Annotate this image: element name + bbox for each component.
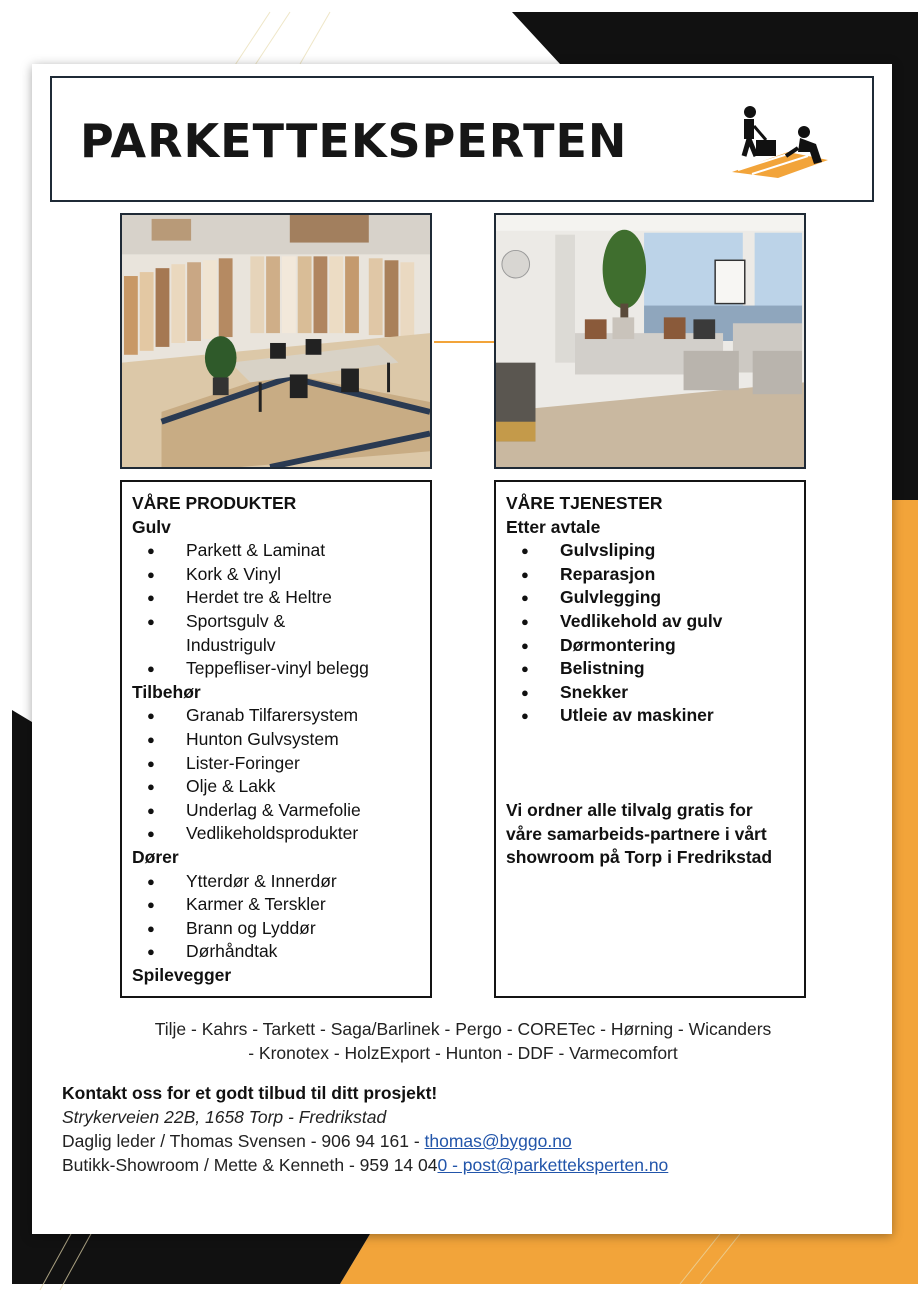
list-item: ● Karmer & Terskler <box>132 893 420 917</box>
list-item: ● Dørmontering <box>506 634 794 658</box>
list-item: ● Sportsgulv & Industrigulv <box>132 610 420 657</box>
brand-header <box>50 76 874 202</box>
products-list <box>132 539 420 681</box>
services-note: Vi ordner alle tilvalg gratis for våre samarbeids-partnere i vårt showroom på Torp i Fredrikstad <box>506 799 773 868</box>
brand-list-line: - Kronotex - HolzExport - Hunton - DDF - Varmecomfort <box>248 1043 678 1063</box>
list-item: ● Brann og Lyddør <box>132 917 420 941</box>
products-section-title: Tilbehør <box>132 681 201 702</box>
list-item: ● Hunton Gulvsystem <box>132 728 420 752</box>
list-item: ● Gulvsliping <box>506 539 794 563</box>
list-item: ● Kork & Vinyl <box>132 563 420 587</box>
floor-installers-icon <box>718 104 838 180</box>
list-item: ● Underlag & Varmefolie <box>132 799 420 823</box>
contact-manager-line <box>62 1129 882 1153</box>
products-list <box>132 870 420 964</box>
products-section-title: Gulv <box>132 516 171 537</box>
contact-manager-text: Daglig leder / Thomas Svensen - 906 94 161 - <box>62 1131 425 1151</box>
list-item: ● Reparasjon <box>506 563 794 587</box>
list-item: ● Olje & Lakk <box>132 775 420 799</box>
products-heading: VÅRE PRODUKTER <box>132 493 297 513</box>
services-list <box>506 539 794 728</box>
list-item: ● Vedlikeholdsprodukter <box>132 822 420 846</box>
list-item: ● Belistning <box>506 657 794 681</box>
contact-showroom-line <box>62 1153 882 1177</box>
contact-showroom-text: Butikk-Showroom / Mette & Kenneth - 959 14 04 <box>62 1155 438 1175</box>
brand-list-line: Tilje - Kahrs - Tarkett - Saga/Barlinek - Pergo - CORETec - Hørning - Wicanders <box>154 1019 772 1039</box>
list-item: ● Granab Tilfarersystem <box>132 704 420 728</box>
list-item: ● Vedlikehold av gulv <box>506 610 794 634</box>
list-item: ● Snekker <box>506 681 794 705</box>
list-item: ● Teppefliser-vinyl belegg <box>132 657 420 681</box>
showroom-photo <box>120 213 432 469</box>
products-panel <box>120 480 432 998</box>
photo-connector-line <box>434 341 494 343</box>
list-item: ● Gulvlegging <box>506 586 794 610</box>
contact-headline: Kontakt oss for et godt tilbud til ditt prosjekt! <box>62 1083 438 1103</box>
living-room-photo <box>494 213 806 469</box>
brand-list <box>60 1017 866 1065</box>
contact-address: Strykerveien 22B, 1658 Torp - Fredrikstad <box>62 1107 387 1127</box>
products-section-title: Dører <box>132 846 179 867</box>
list-item: ● Lister-Foringer <box>132 752 420 776</box>
services-panel <box>494 480 806 998</box>
list-item: ● Parkett & Laminat <box>132 539 420 563</box>
list-item: ● Dørhåndtak <box>132 940 420 964</box>
services-heading: VÅRE TJENESTER <box>506 493 663 513</box>
products-section-title: Spilevegger <box>132 964 232 985</box>
showroom-email-link[interactable]: 0 - post@parketteksperten.no <box>437 1155 669 1175</box>
list-item: ● Utleie av maskiner <box>506 704 794 728</box>
list-item: ● Ytterdør & Innerdør <box>132 870 420 894</box>
products-list <box>132 704 420 846</box>
services-subheading: Etter avtale <box>506 516 601 537</box>
list-item: ● Herdet tre & Heltre <box>132 586 420 610</box>
contact-section <box>62 1081 882 1177</box>
brand-name: PARKETTEKSPERTEN <box>80 114 628 168</box>
manager-email-link[interactable]: thomas@byggo.no <box>424 1131 572 1151</box>
